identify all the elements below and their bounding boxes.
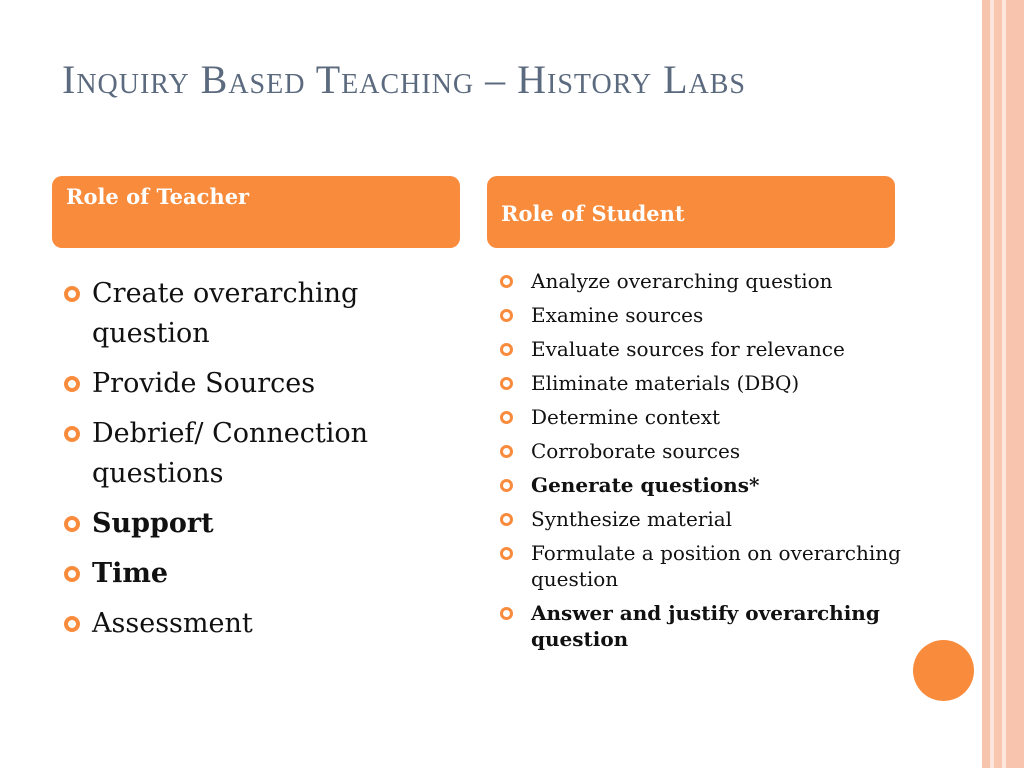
bullet-icon (500, 343, 513, 356)
bullet-icon (64, 426, 80, 442)
list-item (64, 274, 444, 354)
teacher-header-label: Role of Teacher (66, 184, 250, 209)
list-item-text: Eliminate materials (DBQ) (531, 371, 800, 395)
list-item (500, 600, 920, 652)
student-header (487, 176, 895, 248)
bullet-icon (64, 566, 80, 582)
list-item-text: Evaluate sources for relevance (531, 337, 845, 361)
bullet-icon (500, 275, 513, 288)
list-item (64, 604, 444, 644)
teacher-list (64, 274, 444, 654)
list-item-text: Answer and justify overarching question (531, 601, 880, 651)
list-item (64, 364, 444, 404)
list-item-text: Synthesize material (531, 507, 733, 531)
list-item (500, 370, 920, 396)
bullet-icon (500, 309, 513, 322)
list-item (500, 404, 920, 430)
list-item-text: Create overarching question (92, 278, 359, 349)
list-item-text: Corroborate sources (531, 439, 741, 463)
student-header-label: Role of Student (501, 201, 685, 226)
bullet-icon (500, 411, 513, 424)
decor-circle (913, 640, 974, 701)
list-item (500, 472, 920, 498)
bullet-icon (500, 607, 513, 620)
decor-stripe (1006, 0, 1024, 768)
bullet-icon (500, 377, 513, 390)
list-item (500, 268, 920, 294)
list-item-text: Analyze overarching question (531, 269, 833, 293)
bullet-icon (64, 616, 80, 632)
decor-stripe (982, 0, 990, 768)
list-item-text: Formulate a position on overarching question (531, 541, 901, 591)
list-item (500, 506, 920, 532)
list-item-text: Assessment (92, 608, 253, 639)
bullet-icon (64, 376, 80, 392)
list-item-text: Debrief/ Connection questions (92, 418, 369, 489)
bullet-icon (500, 479, 513, 492)
list-item-text: Provide Sources (92, 368, 316, 399)
bullet-icon (500, 513, 513, 526)
list-item (64, 504, 444, 544)
bullet-icon (64, 286, 80, 302)
decor-stripe (994, 0, 1002, 768)
list-item (64, 414, 444, 494)
list-item-text: Determine context (531, 405, 721, 429)
list-item-text: Time (92, 558, 169, 589)
slide-title: Inquiry Based Teaching – History Labs (62, 57, 747, 102)
list-item-text: Generate questions* (531, 473, 760, 497)
teacher-header (52, 176, 460, 248)
list-item-text: Examine sources (531, 303, 704, 327)
list-item (500, 438, 920, 464)
list-item (500, 302, 920, 328)
list-item-text: Support (92, 508, 214, 539)
bullet-icon (500, 547, 513, 560)
bullet-icon (64, 516, 80, 532)
bullet-icon (500, 445, 513, 458)
list-item (500, 336, 920, 362)
list-item (500, 540, 920, 592)
student-list (500, 268, 920, 660)
list-item (64, 554, 444, 594)
